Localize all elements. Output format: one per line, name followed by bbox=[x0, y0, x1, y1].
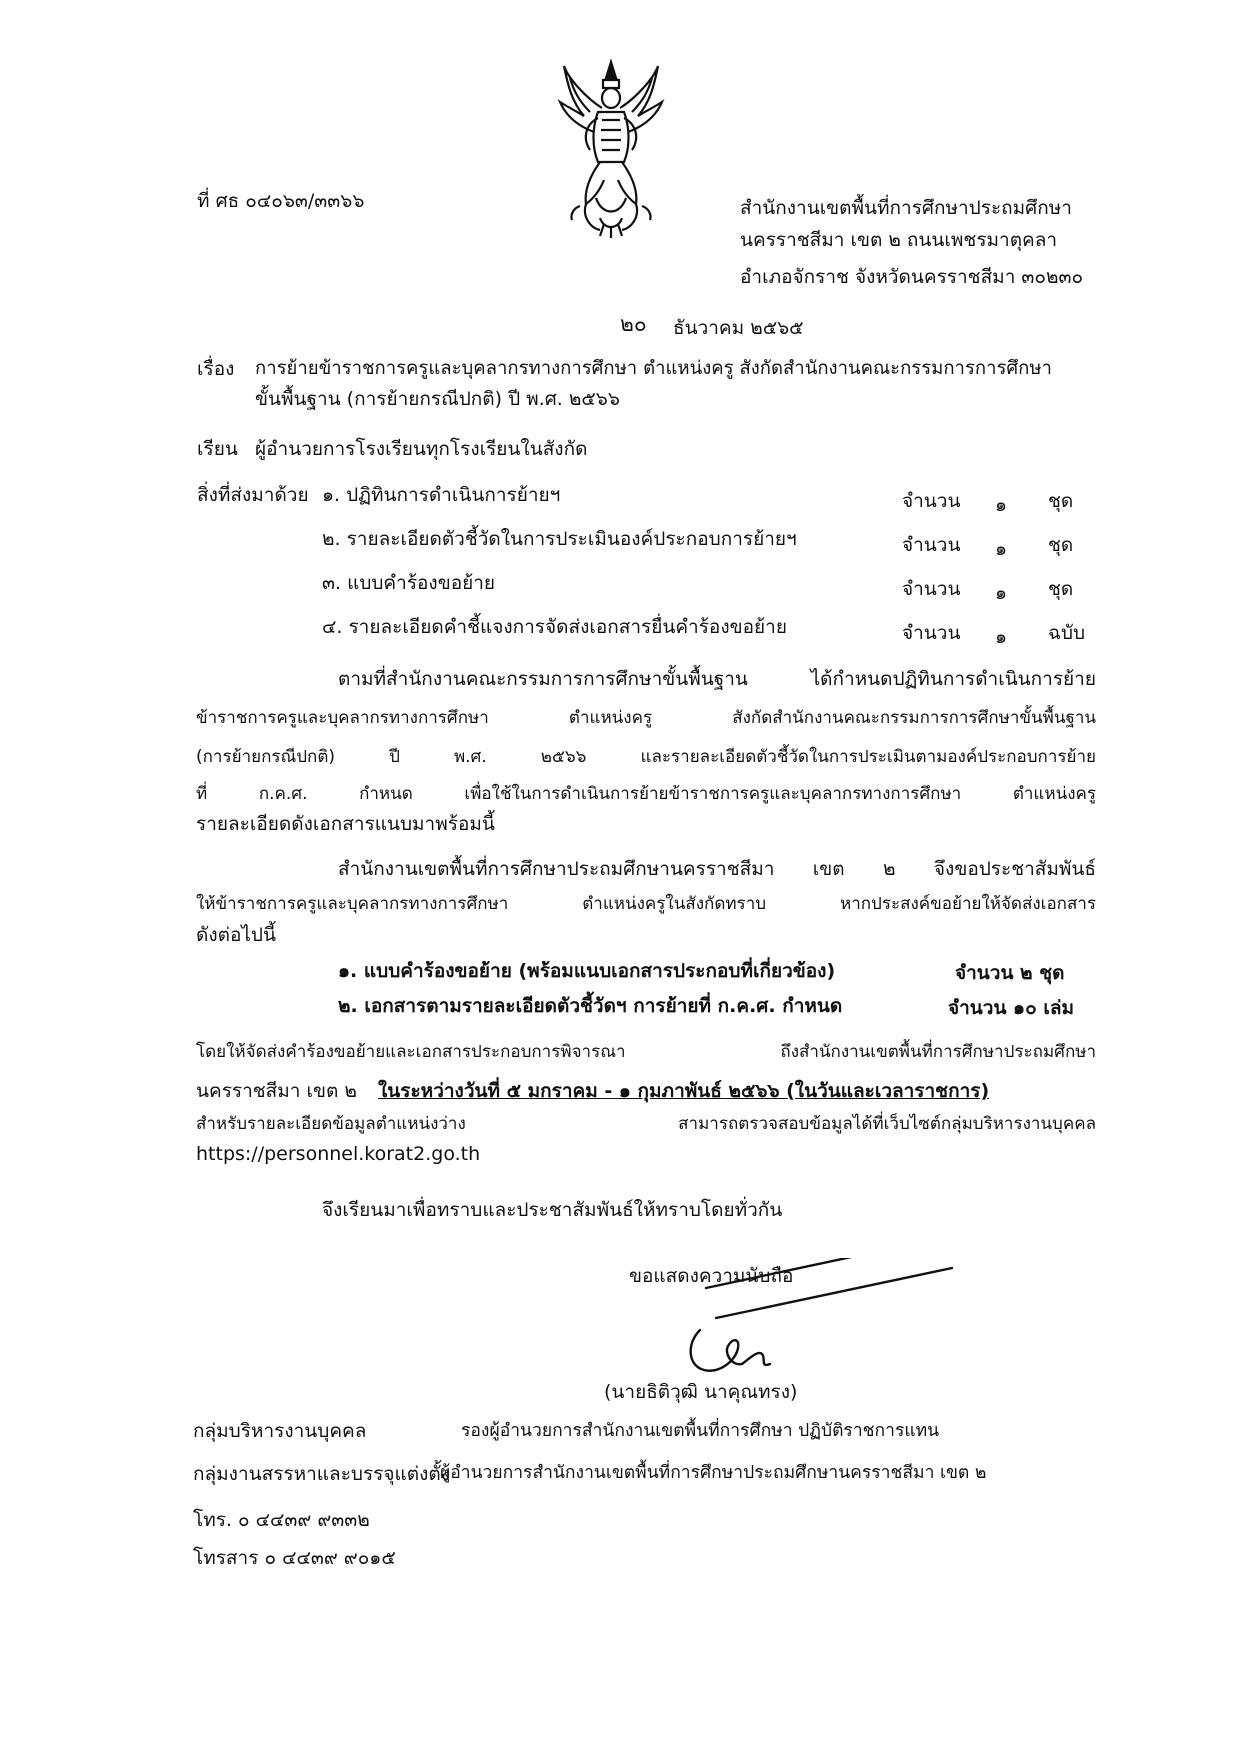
enclosure-qty: ๑ bbox=[995, 582, 1008, 604]
website-link[interactable]: https://personnel.korat2.go.th bbox=[196, 1143, 481, 1165]
subject-label: เรื่อง bbox=[197, 358, 235, 380]
paragraph2-line1: สำนักงานเขตพื้นที่การศึกษาประถมศึกษานครราชสีมา เขต ๒ จึงขอประชาสัมพันธ์ bbox=[338, 858, 1096, 880]
submission-period: ในระหว่างวันที่ ๕ มกราคม - ๑ กุมภาพันธ์ ๒๕๖๖ (ในวันและเวลาราชการ) bbox=[378, 1080, 990, 1102]
footer-fax: โทรสาร ๐ ๔๔๓๙ ๙๐๑๕ bbox=[193, 1547, 396, 1569]
office-address-line1: สำนักงานเขตพื้นที่การศึกษาประถมศึกษา bbox=[740, 197, 1072, 219]
enclosure-item-text: ๒. รายละเอียดตัวชี้วัดในการประเมินองค์ประกอบการย้ายฯ bbox=[322, 528, 797, 550]
enclosure-qty: ๑ bbox=[995, 626, 1008, 648]
paragraph2-line3: ดังต่อไปนี้ bbox=[196, 924, 276, 946]
footer-department: กลุ่มบริหารงานบุคคล bbox=[193, 1420, 367, 1442]
footer-telephone: โทร. ๐ ๔๔๓๙ ๙๓๓๒ bbox=[193, 1509, 370, 1531]
recipient-label: เรียน bbox=[197, 438, 238, 460]
reference-number: ที่ ศธ ๐๔๐๖๓/๓๓๖๖ bbox=[197, 190, 365, 212]
enclosure-item-text: ๑. ปฏิทินการดำเนินการย้ายฯ bbox=[322, 484, 561, 506]
enclosure-unit: ชุด bbox=[1048, 490, 1074, 512]
enclosure-qty-label: จำนวน bbox=[902, 490, 961, 512]
garuda-emblem-icon bbox=[556, 58, 666, 240]
enclosure-unit: ชุด bbox=[1048, 534, 1074, 556]
paragraph1-line3: (การย้ายกรณีปกติ) ปี พ.ศ. ๒๕๖๖ และรายละเอียดตัวชี้วัดในการประเมินตามองค์ประกอบการย้าย bbox=[196, 747, 1096, 767]
footer-section: กลุ่มงานสรรหาและบรรจุแต่งตั้ง bbox=[193, 1463, 450, 1485]
subject-line2: ขั้นพื้นฐาน (การย้ายกรณีปกติ) ปี พ.ศ. ๒๕๖๖ bbox=[255, 388, 620, 410]
closing-text: จึงเรียนมาเพื่อทราบและประชาสัมพันธ์ให้ทราบโดยทั่วกัน bbox=[322, 1199, 783, 1221]
office-address-line2: นครราชสีมา เขต ๒ ถนนเพชรมาตุคลา bbox=[740, 229, 1058, 251]
paragraph3-line2-lead: นครราชสีมา เขต ๒ bbox=[196, 1080, 357, 1102]
paragraph1-line1: ตามที่สำนักงานคณะกรรมการการศึกษาขั้นพื้นฐาน ได้กำหนดปฏิทินการดำเนินการย้าย bbox=[338, 668, 1096, 690]
enclosure-unit: ชุด bbox=[1048, 578, 1074, 600]
signer-title-line1: รองผู้อำนวยการสำนักงานเขตพื้นที่การศึกษา ปฏิบัติราชการแทน bbox=[461, 1421, 940, 1441]
required-doc-text: ๒. เอกสารตามรายละเอียดตัวชี้วัดฯ การย้ายที่ ก.ค.ศ. กำหนด bbox=[338, 995, 843, 1017]
enclosure-item-text: ๔. รายละเอียดคำชี้แจงการจัดส่งเอกสารยื่นคำร้องขอย้าย bbox=[322, 616, 787, 638]
subject-line1: การย้ายข้าราชการครูและบุคลากรทางการศึกษา ตำแหน่งครู สังกัดสำนักงานคณะกรรมการการศึกษา bbox=[255, 358, 1052, 379]
paragraph3-line3: สำหรับรายละเอียดข้อมูลตำแหน่งว่าง สามารถตรวจสอบข้อมูลได้ที่เว็บไซต์กลุ่มบริหารงานบุคคล bbox=[196, 1114, 1096, 1134]
enclosure-qty: ๑ bbox=[995, 494, 1008, 516]
date-month-year: ธันวาคม ๒๕๖๕ bbox=[673, 317, 804, 339]
office-address-line3: อำเภอจักราช จังหวัดนครราชสีมา ๓๐๒๓๐ bbox=[740, 266, 1084, 288]
paragraph1-line5: รายละเอียดดังเอกสารแนบมาพร้อมนี้ bbox=[196, 813, 495, 835]
date-day: ๒๐ bbox=[620, 312, 647, 336]
required-doc-text: ๑. แบบคำร้องขอย้าย (พร้อมแนบเอกสารประกอบที่เกี่ยวข้อง) bbox=[338, 960, 836, 982]
recipient-text: ผู้อำนวยการโรงเรียนทุกโรงเรียนในสังกัด bbox=[255, 438, 588, 460]
signer-name: (นายธิติวุฒิ นาคุณทรง) bbox=[604, 1381, 798, 1403]
signer-title-line2: ผู้อำนวยการสำนักงานเขตพื้นที่การศึกษาประถมศึกษานครราชสีมา เขต ๒ bbox=[440, 1463, 987, 1483]
enclosures-label: สิ่งที่ส่งมาด้วย bbox=[197, 484, 309, 506]
paragraph1-line2: ข้าราชการครูและบุคลากรทางการศึกษา ตำแหน่งครู สังกัดสำนักงานคณะกรรมการการศึกษาขั้นพื้นฐาน bbox=[196, 708, 1096, 728]
regards-text: ขอแสดงความนับถือ bbox=[629, 1265, 794, 1287]
handwritten-signature bbox=[680, 1258, 960, 1393]
enclosure-qty-label: จำนวน bbox=[902, 622, 961, 644]
enclosure-qty-label: จำนวน bbox=[902, 578, 961, 600]
required-doc-qty: จำนวน ๑๐ เล่ม bbox=[948, 997, 1074, 1019]
enclosure-qty-label: จำนวน bbox=[902, 534, 961, 556]
paragraph3-line1: โดยให้จัดส่งคำร้องขอย้ายและเอกสารประกอบการพิจารณา ถึงสำนักงานเขตพื้นที่การศึกษาประถมศึกษา bbox=[196, 1042, 1096, 1062]
required-doc-qty: จำนวน ๒ ชุด bbox=[955, 962, 1065, 984]
enclosure-unit: ฉบับ bbox=[1048, 622, 1086, 644]
enclosure-qty: ๑ bbox=[995, 538, 1008, 560]
paragraph1-line4: ที่ ก.ค.ศ. กำหนด เพื่อใช้ในการดำเนินการย้ายข้าราชการครูและบุคลากรทางการศึกษา ตำแหน่งครู bbox=[196, 784, 1096, 804]
paragraph2-line2: ให้ข้าราชการครูและบุคลากรทางการศึกษา ตำแหน่งครูในสังกัดทราบ หากประสงค์ขอย้ายให้จัดส่งเอกสาร bbox=[196, 894, 1096, 914]
enclosure-item-text: ๓. แบบคำร้องขอย้าย bbox=[322, 572, 496, 594]
